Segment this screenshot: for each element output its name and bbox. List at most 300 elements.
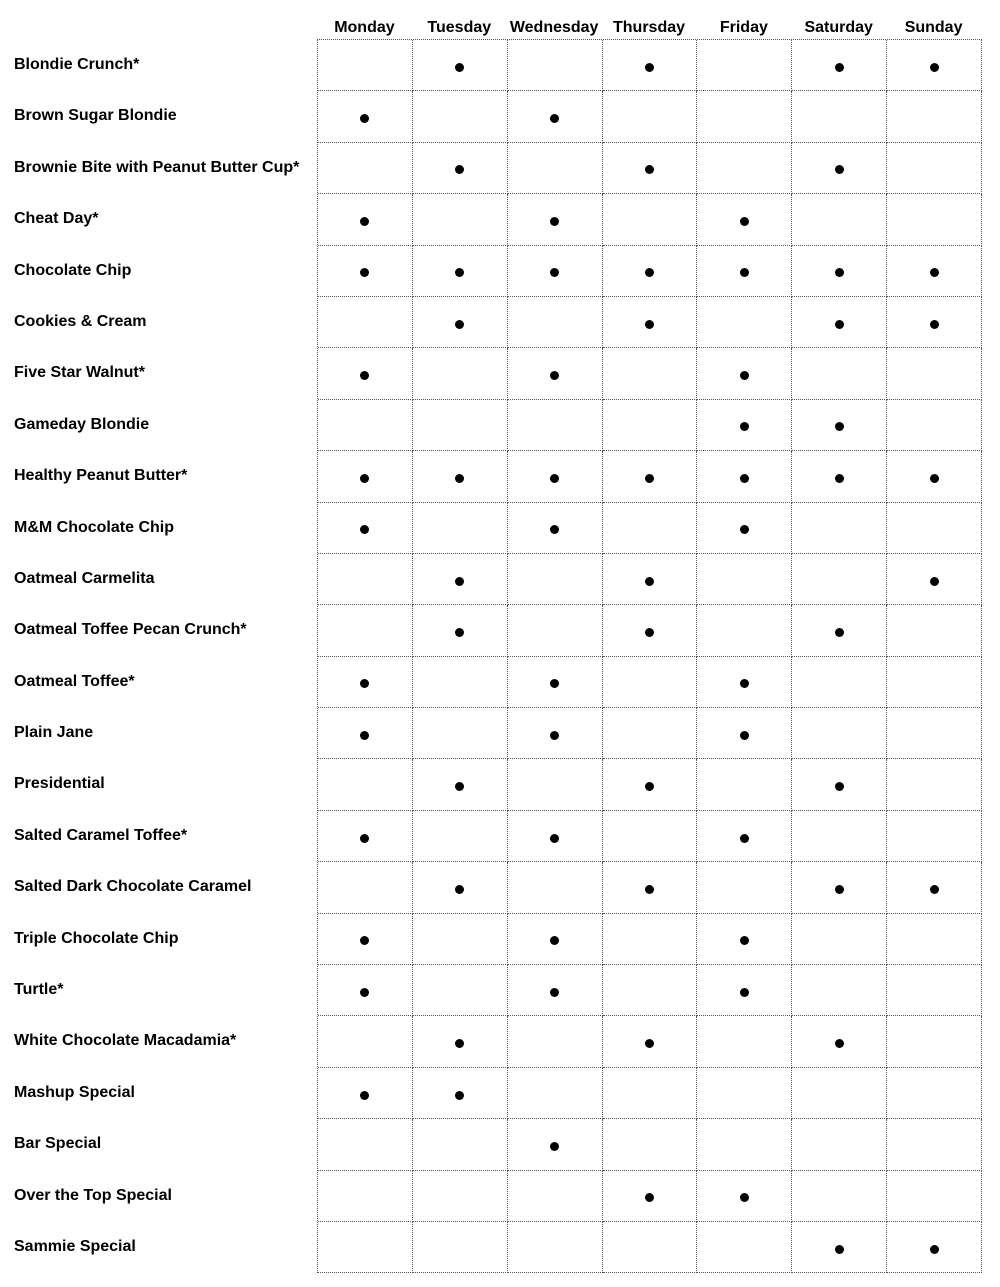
availability-cell-wednesday [508, 1222, 603, 1273]
bullet-dot-icon [550, 474, 559, 483]
bullet-dot-icon [645, 474, 654, 483]
availability-cell-monday [318, 554, 413, 605]
bullet-dot-icon [455, 320, 464, 329]
availability-cell-friday [697, 862, 792, 913]
bullet-dot-icon [360, 217, 369, 226]
item-label: Healthy Peanut Butter* [14, 467, 188, 485]
table-row [318, 246, 982, 297]
bullet-dot-icon [550, 114, 559, 123]
availability-cell-tuesday [413, 40, 508, 91]
bullet-dot-icon [835, 885, 844, 894]
bullet-dot-icon [930, 63, 939, 72]
day-header-sunday: Sunday [904, 19, 963, 36]
bullet-dot-icon [360, 1091, 369, 1100]
bullet-dot-icon [455, 628, 464, 637]
availability-cell-friday [697, 297, 792, 348]
availability-cell-wednesday [508, 1171, 603, 1222]
availability-cell-sunday [887, 246, 982, 297]
item-label: Chocolate Chip [14, 261, 132, 279]
bullet-dot-icon [645, 885, 654, 894]
availability-cell-saturday [792, 1068, 887, 1119]
availability-cell-monday [318, 40, 413, 91]
bullet-dot-icon [740, 217, 749, 226]
availability-cell-thursday [603, 1171, 698, 1222]
availability-cell-saturday [792, 914, 887, 965]
availability-cell-monday [318, 1068, 413, 1119]
availability-cell-thursday [603, 811, 698, 862]
table-row [318, 297, 982, 348]
table-row [318, 40, 982, 91]
table-row [318, 965, 982, 1016]
bullet-dot-icon [740, 834, 749, 843]
availability-cell-thursday [603, 297, 698, 348]
day-header-friday: Friday [719, 19, 768, 36]
availability-cell-sunday [887, 554, 982, 605]
availability-cell-monday [318, 811, 413, 862]
availability-cell-wednesday [508, 657, 603, 708]
bullet-dot-icon [740, 474, 749, 483]
availability-grid [317, 39, 982, 1273]
availability-cell-saturday [792, 503, 887, 554]
availability-cell-friday [697, 708, 792, 759]
bullet-dot-icon [645, 320, 654, 329]
bullet-dot-icon [740, 936, 749, 945]
bullet-dot-icon [930, 474, 939, 483]
item-label: Oatmeal Carmelita [14, 569, 155, 587]
availability-cell-thursday [603, 143, 698, 194]
availability-cell-monday [318, 965, 413, 1016]
item-label: Turtle* [14, 981, 64, 999]
bullet-dot-icon [835, 782, 844, 791]
table-row [318, 400, 982, 451]
availability-cell-wednesday [508, 503, 603, 554]
availability-cell-friday [697, 605, 792, 656]
availability-cell-monday [318, 143, 413, 194]
table-row [318, 914, 982, 965]
table-row [318, 708, 982, 759]
availability-cell-saturday [792, 657, 887, 708]
bullet-dot-icon [645, 1193, 654, 1202]
availability-cell-friday [697, 1171, 792, 1222]
day-header-monday: Monday [334, 19, 395, 36]
availability-cell-thursday [603, 1016, 698, 1067]
availability-cell-wednesday [508, 914, 603, 965]
bullet-dot-icon [550, 679, 559, 688]
availability-cell-thursday [603, 1119, 698, 1170]
availability-cell-wednesday [508, 1016, 603, 1067]
availability-cell-monday [318, 708, 413, 759]
availability-cell-monday [318, 862, 413, 913]
availability-cell-tuesday [413, 1171, 508, 1222]
bullet-dot-icon [930, 885, 939, 894]
availability-cell-tuesday [413, 91, 508, 142]
bullet-dot-icon [360, 731, 369, 740]
bullet-dot-icon [740, 731, 749, 740]
availability-cell-monday [318, 759, 413, 810]
availability-cell-tuesday [413, 400, 508, 451]
availability-cell-thursday [603, 400, 698, 451]
bullet-dot-icon [550, 988, 559, 997]
availability-cell-monday [318, 451, 413, 502]
availability-cell-sunday [887, 759, 982, 810]
table-row [318, 605, 982, 656]
day-header-row [317, 16, 981, 40]
availability-cell-saturday [792, 708, 887, 759]
availability-cell-monday [318, 914, 413, 965]
availability-cell-sunday [887, 605, 982, 656]
table-row [318, 194, 982, 245]
availability-cell-wednesday [508, 554, 603, 605]
bullet-dot-icon [835, 63, 844, 72]
availability-cell-wednesday [508, 862, 603, 913]
day-header-thursday: Thursday [613, 19, 686, 36]
bullet-dot-icon [550, 936, 559, 945]
availability-cell-thursday [603, 1068, 698, 1119]
bullet-dot-icon [645, 63, 654, 72]
availability-cell-monday [318, 503, 413, 554]
bullet-dot-icon [740, 988, 749, 997]
bullet-dot-icon [360, 525, 369, 534]
day-header-saturday: Saturday [804, 19, 873, 36]
availability-cell-monday [318, 1222, 413, 1273]
availability-cell-friday [697, 143, 792, 194]
availability-cell-thursday [603, 246, 698, 297]
availability-cell-thursday [603, 657, 698, 708]
bullet-dot-icon [550, 525, 559, 534]
availability-cell-saturday [792, 1171, 887, 1222]
bullet-dot-icon [360, 114, 369, 123]
bullet-dot-icon [930, 577, 939, 586]
table-row [318, 1068, 982, 1119]
availability-cell-friday [697, 1222, 792, 1273]
availability-cell-friday [697, 194, 792, 245]
availability-cell-tuesday [413, 1119, 508, 1170]
availability-cell-monday [318, 1016, 413, 1067]
item-label-column [14, 39, 314, 1272]
item-label: Salted Dark Chocolate Caramel [14, 878, 252, 896]
availability-cell-tuesday [413, 605, 508, 656]
bullet-dot-icon [645, 1039, 654, 1048]
availability-cell-tuesday [413, 451, 508, 502]
availability-cell-saturday [792, 400, 887, 451]
bullet-dot-icon [835, 1245, 844, 1254]
availability-cell-tuesday [413, 194, 508, 245]
availability-cell-sunday [887, 1119, 982, 1170]
availability-cell-monday [318, 91, 413, 142]
bullet-dot-icon [455, 268, 464, 277]
table-row [318, 143, 982, 194]
availability-cell-friday [697, 91, 792, 142]
availability-cell-saturday [792, 40, 887, 91]
availability-cell-sunday [887, 1222, 982, 1273]
availability-cell-tuesday [413, 1068, 508, 1119]
availability-cell-monday [318, 297, 413, 348]
availability-cell-monday [318, 348, 413, 399]
availability-cell-thursday [603, 708, 698, 759]
availability-cell-sunday [887, 503, 982, 554]
bullet-dot-icon [835, 422, 844, 431]
availability-cell-saturday [792, 965, 887, 1016]
availability-cell-wednesday [508, 1119, 603, 1170]
item-label: Oatmeal Toffee Pecan Crunch* [14, 621, 247, 639]
item-label: Gameday Blondie [14, 415, 150, 433]
table-row [318, 451, 982, 502]
availability-cell-saturday [792, 143, 887, 194]
availability-cell-thursday [603, 194, 698, 245]
availability-cell-thursday [603, 554, 698, 605]
bullet-dot-icon [930, 1245, 939, 1254]
bullet-dot-icon [740, 371, 749, 380]
availability-cell-sunday [887, 708, 982, 759]
availability-cell-friday [697, 965, 792, 1016]
availability-cell-sunday [887, 1016, 982, 1067]
availability-cell-wednesday [508, 297, 603, 348]
availability-cell-monday [318, 400, 413, 451]
availability-cell-friday [697, 1119, 792, 1170]
availability-cell-tuesday [413, 554, 508, 605]
bullet-dot-icon [550, 268, 559, 277]
availability-cell-wednesday [508, 965, 603, 1016]
table-row [318, 759, 982, 810]
availability-cell-friday [697, 451, 792, 502]
item-label: Over the Top Special [14, 1186, 172, 1204]
availability-cell-sunday [887, 965, 982, 1016]
item-label: Cheat Day* [14, 210, 99, 228]
availability-cell-tuesday [413, 657, 508, 708]
availability-cell-friday [697, 914, 792, 965]
bullet-dot-icon [360, 936, 369, 945]
availability-cell-sunday [887, 1171, 982, 1222]
availability-cell-sunday [887, 811, 982, 862]
bullet-dot-icon [740, 525, 749, 534]
availability-cell-tuesday [413, 246, 508, 297]
availability-cell-wednesday [508, 40, 603, 91]
availability-cell-sunday [887, 348, 982, 399]
item-label: Presidential [14, 775, 105, 793]
bullet-dot-icon [740, 422, 749, 431]
bullet-dot-icon [360, 474, 369, 483]
availability-cell-sunday [887, 862, 982, 913]
bullet-dot-icon [835, 1039, 844, 1048]
bullet-dot-icon [645, 577, 654, 586]
availability-cell-tuesday [413, 348, 508, 399]
availability-cell-wednesday [508, 451, 603, 502]
availability-cell-tuesday [413, 503, 508, 554]
availability-cell-tuesday [413, 759, 508, 810]
availability-cell-sunday [887, 657, 982, 708]
bullet-dot-icon [835, 474, 844, 483]
availability-cell-friday [697, 1016, 792, 1067]
availability-cell-saturday [792, 862, 887, 913]
bullet-dot-icon [360, 268, 369, 277]
bullet-dot-icon [550, 834, 559, 843]
bullet-dot-icon [740, 1193, 749, 1202]
availability-cell-saturday [792, 91, 887, 142]
availability-cell-saturday [792, 605, 887, 656]
item-label: Blondie Crunch* [14, 56, 140, 73]
table-row [318, 554, 982, 605]
availability-cell-monday [318, 1119, 413, 1170]
bullet-dot-icon [835, 320, 844, 329]
bullet-dot-icon [930, 268, 939, 277]
item-label: Sammie Special [14, 1237, 136, 1255]
availability-cell-sunday [887, 297, 982, 348]
availability-cell-thursday [603, 451, 698, 502]
availability-cell-tuesday [413, 297, 508, 348]
bullet-dot-icon [740, 679, 749, 688]
availability-cell-tuesday [413, 1016, 508, 1067]
availability-cell-wednesday [508, 194, 603, 245]
availability-cell-tuesday [413, 862, 508, 913]
table-row [318, 503, 982, 554]
availability-cell-friday [697, 811, 792, 862]
availability-cell-thursday [603, 503, 698, 554]
item-label: Bar Special [14, 1135, 102, 1153]
bullet-dot-icon [645, 628, 654, 637]
availability-cell-saturday [792, 1119, 887, 1170]
availability-cell-monday [318, 605, 413, 656]
availability-cell-saturday [792, 1222, 887, 1273]
availability-cell-sunday [887, 91, 982, 142]
availability-cell-friday [697, 40, 792, 91]
item-label: White Chocolate Macadamia* [14, 1032, 237, 1050]
availability-cell-sunday [887, 194, 982, 245]
bullet-dot-icon [455, 1091, 464, 1100]
bullet-dot-icon [455, 885, 464, 894]
item-label: Oatmeal Toffee* [14, 672, 135, 690]
availability-cell-friday [697, 1068, 792, 1119]
availability-cell-wednesday [508, 811, 603, 862]
table-row [318, 657, 982, 708]
availability-cell-friday [697, 400, 792, 451]
availability-cell-sunday [887, 400, 982, 451]
availability-cell-wednesday [508, 708, 603, 759]
bullet-dot-icon [930, 320, 939, 329]
availability-cell-thursday [603, 1222, 698, 1273]
availability-cell-wednesday [508, 605, 603, 656]
bullet-dot-icon [645, 268, 654, 277]
availability-cell-wednesday [508, 143, 603, 194]
availability-cell-wednesday [508, 1068, 603, 1119]
availability-cell-monday [318, 194, 413, 245]
availability-cell-saturday [792, 811, 887, 862]
bullet-dot-icon [550, 1142, 559, 1151]
availability-cell-thursday [603, 862, 698, 913]
availability-cell-monday [318, 246, 413, 297]
day-header-tuesday: Tuesday [427, 19, 492, 36]
bullet-dot-icon [360, 371, 369, 380]
availability-cell-friday [697, 246, 792, 297]
bullet-dot-icon [550, 731, 559, 740]
availability-cell-tuesday [413, 811, 508, 862]
table-row [318, 348, 982, 399]
bullet-dot-icon [740, 268, 749, 277]
item-label: M&M Chocolate Chip [14, 518, 174, 536]
availability-cell-friday [697, 554, 792, 605]
table-row [318, 91, 982, 142]
availability-cell-sunday [887, 451, 982, 502]
availability-cell-friday [697, 759, 792, 810]
bullet-dot-icon [835, 165, 844, 174]
table-row [318, 1016, 982, 1067]
availability-cell-sunday [887, 1068, 982, 1119]
availability-cell-monday [318, 657, 413, 708]
availability-cell-saturday [792, 297, 887, 348]
availability-cell-saturday [792, 1016, 887, 1067]
table-row [318, 1119, 982, 1170]
availability-cell-tuesday [413, 965, 508, 1016]
bullet-dot-icon [455, 782, 464, 791]
availability-cell-saturday [792, 194, 887, 245]
availability-cell-friday [697, 348, 792, 399]
item-label: Salted Caramel Toffee* [14, 826, 188, 844]
bullet-dot-icon [455, 165, 464, 174]
availability-cell-saturday [792, 246, 887, 297]
availability-cell-thursday [603, 91, 698, 142]
availability-cell-thursday [603, 348, 698, 399]
availability-cell-wednesday [508, 400, 603, 451]
availability-cell-wednesday [508, 759, 603, 810]
availability-cell-thursday [603, 40, 698, 91]
availability-cell-saturday [792, 451, 887, 502]
bullet-dot-icon [360, 834, 369, 843]
availability-cell-sunday [887, 40, 982, 91]
availability-cell-wednesday [508, 91, 603, 142]
availability-cell-saturday [792, 759, 887, 810]
bullet-dot-icon [360, 679, 369, 688]
bullet-dot-icon [455, 1039, 464, 1048]
availability-cell-wednesday [508, 348, 603, 399]
item-label: Brown Sugar Blondie [14, 107, 177, 125]
table-row [318, 1171, 982, 1222]
availability-cell-thursday [603, 965, 698, 1016]
bullet-dot-icon [455, 63, 464, 72]
item-label: Triple Chocolate Chip [14, 929, 179, 947]
availability-cell-tuesday [413, 914, 508, 965]
bullet-dot-icon [550, 371, 559, 380]
availability-cell-sunday [887, 914, 982, 965]
bullet-dot-icon [645, 165, 654, 174]
bullet-dot-icon [550, 217, 559, 226]
availability-cell-friday [697, 657, 792, 708]
availability-cell-friday [697, 503, 792, 554]
table-row [318, 862, 982, 913]
item-label: Plain Jane [14, 724, 94, 742]
item-label: Cookies & Cream [14, 312, 147, 330]
bullet-dot-icon [455, 577, 464, 586]
table-row [318, 811, 982, 862]
day-header-wednesday: Wednesday [509, 19, 599, 36]
availability-cell-thursday [603, 759, 698, 810]
bullet-dot-icon [835, 628, 844, 637]
availability-cell-saturday [792, 348, 887, 399]
availability-cell-tuesday [413, 708, 508, 759]
availability-cell-sunday [887, 143, 982, 194]
availability-cell-thursday [603, 605, 698, 656]
bullet-dot-icon [645, 782, 654, 791]
bullet-dot-icon [835, 268, 844, 277]
availability-cell-tuesday [413, 143, 508, 194]
item-label: Brownie Bite with Peanut Butter Cup* [14, 158, 300, 176]
item-label: Mashup Special [14, 1083, 135, 1101]
table-row [318, 1222, 982, 1273]
availability-cell-wednesday [508, 246, 603, 297]
bullet-dot-icon [360, 988, 369, 997]
availability-cell-monday [318, 1171, 413, 1222]
availability-cell-thursday [603, 914, 698, 965]
item-label: Five Star Walnut* [14, 364, 145, 382]
bullet-dot-icon [455, 474, 464, 483]
